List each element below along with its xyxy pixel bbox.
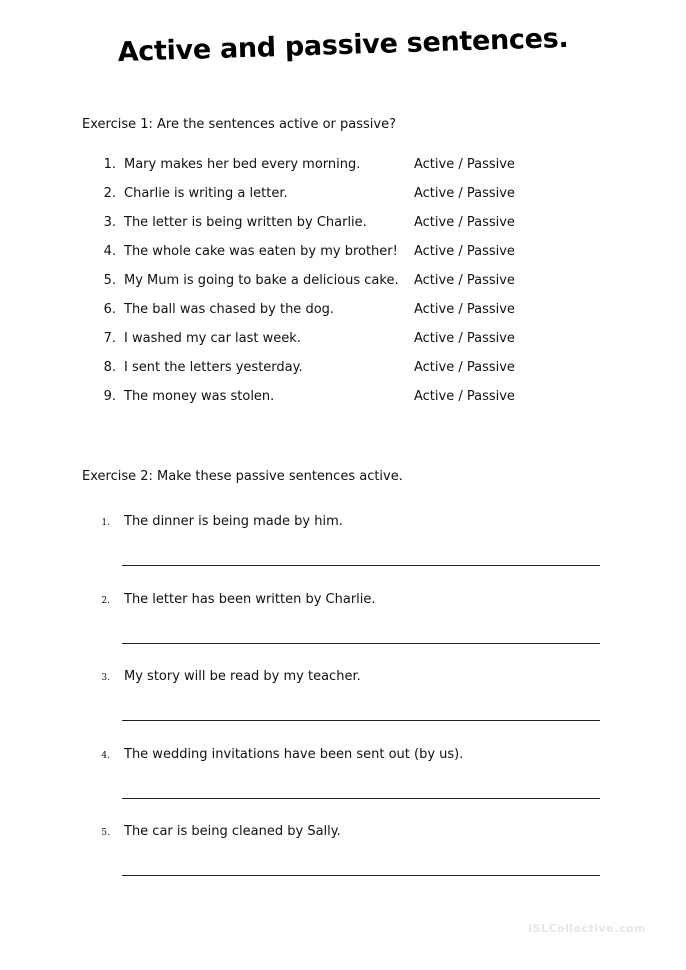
- exercise-1-row: [0, 215, 686, 235]
- exercise-1-row: [0, 302, 686, 322]
- exercise-1-row: [0, 244, 686, 264]
- exercise-1-row: [0, 186, 686, 206]
- sentence-text: The whole cake was eaten by my brother!: [124, 244, 398, 259]
- sentence-text: Charlie is writing a letter.: [124, 186, 288, 201]
- answer-line[interactable]: [122, 798, 600, 799]
- exercise-1-row: [0, 360, 686, 380]
- item-number: 5.: [101, 828, 110, 838]
- item-number: 4.: [101, 751, 110, 761]
- passive-sentence-text: The dinner is being made by him.: [124, 514, 343, 529]
- sentence-text: I sent the letters yesterday.: [124, 360, 303, 375]
- exercise-1-row: [0, 273, 686, 293]
- passive-sentence-text: The wedding invitations have been sent out (by us).: [124, 747, 464, 762]
- item-number: 2.: [101, 596, 110, 606]
- worksheet-title: Active and passive sentences.: [117, 22, 569, 69]
- active-passive-choice[interactable]: Active / Passive: [414, 244, 515, 259]
- sentence-text: The ball was chased by the dog.: [124, 302, 335, 317]
- active-passive-choice[interactable]: Active / Passive: [414, 157, 515, 172]
- exercise-1-heading: Exercise 1: Are the sentences active or passive?: [82, 117, 396, 132]
- item-number: 4.: [103, 244, 116, 259]
- passive-sentence-text: My story will be read by my teacher.: [124, 669, 361, 684]
- item-number: 3.: [103, 215, 116, 230]
- exercise-1-row: [0, 157, 686, 177]
- active-passive-choice[interactable]: Active / Passive: [414, 273, 515, 288]
- footer-watermark: iSLCollective.com: [528, 922, 646, 935]
- item-number: 7.: [103, 331, 116, 346]
- sentence-text: I washed my car last week.: [124, 331, 301, 346]
- active-passive-choice[interactable]: Active / Passive: [414, 302, 515, 317]
- item-number: 2.: [103, 186, 116, 201]
- item-number: 9.: [103, 389, 116, 404]
- answer-line[interactable]: [122, 565, 600, 566]
- answer-line[interactable]: [122, 720, 600, 721]
- item-number: 6.: [103, 302, 116, 317]
- sentence-text: Mary makes her bed every morning.: [124, 157, 361, 172]
- sentence-text: My Mum is going to bake a delicious cake.: [124, 273, 399, 288]
- sentence-text: The letter is being written by Charlie.: [124, 215, 367, 230]
- item-number: 3.: [101, 673, 110, 683]
- passive-sentence-text: The car is being cleaned by Sally.: [124, 824, 341, 839]
- passive-sentence-text: The letter has been written by Charlie.: [124, 592, 376, 607]
- active-passive-choice[interactable]: Active / Passive: [414, 360, 515, 375]
- item-number: 1.: [103, 157, 116, 172]
- active-passive-choice[interactable]: Active / Passive: [414, 186, 515, 201]
- active-passive-choice[interactable]: Active / Passive: [414, 389, 515, 404]
- item-number: 5.: [103, 273, 116, 288]
- item-number: 1.: [101, 518, 110, 528]
- exercise-1-row: [0, 389, 686, 409]
- active-passive-choice[interactable]: Active / Passive: [414, 215, 515, 230]
- exercise-2-heading: Exercise 2: Make these passive sentences active.: [82, 469, 403, 484]
- active-passive-choice[interactable]: Active / Passive: [414, 331, 515, 346]
- answer-line[interactable]: [122, 875, 600, 876]
- answer-line[interactable]: [122, 643, 600, 644]
- exercise-1-row: [0, 331, 686, 351]
- sentence-text: The money was stolen.: [124, 389, 275, 404]
- item-number: 8.: [103, 360, 116, 375]
